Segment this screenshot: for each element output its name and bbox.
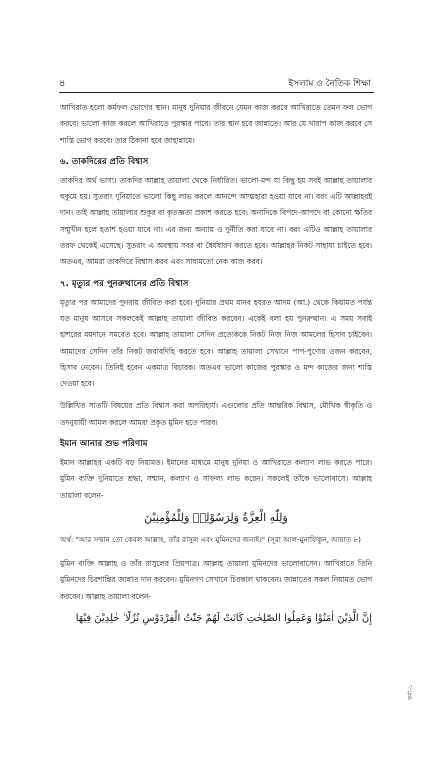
section-paragraph: ইমান আল্লাহর একটি বড় নিয়ামত। ইমানের মাধ্যমে মানুষ দুনিয়া ও আখিরাতে কল্যাণ লাভ করতে পারে। মুমিন ব্যক্তি দুনিয়াতে শ্রদ্ধা, সম্মান, কল্যাণ ও সাফল্য লাভ করেন। সকলেই তাঁকে ভালোবাসে। আল্লাহ তায়ালা বলেন- — [60, 458, 372, 500]
verse-translation: অর্থ: "আর সম্মান তো কেবল আল্লাহ, তাঁর রাসুল এবং মুমিনদের জন্যই।" (সূরা আল-মুনাফিকুন, আয়াত ৮) — [60, 534, 361, 544]
side-margin-note: ফর্মা-১ — [407, 684, 414, 700]
section-paragraph: মৃত্যুর পর আমাদের পুনরায় জীবিত করা হবে। দুনিয়ার প্রথম মানব হযরত আদম (আ.) থেকে কিয়ামত পর্যন্ত যত মানুষ আসবে সকলকেই আল্লাহ তায়ালা জীবিত করবেন। একেই বলা হয় পুনরুত্থান। এ সময় সবাই হাশরের ময়দানে সমবেত হবে। আল্লাহ তায়ালা সেদিন প্রত্যেককে নিকট নিজ নিজ আমলের হিসাব চাইবেন। আমাদের সেদিন তাঁর নিকট জবাবদিহি করতে হবে। আল্লাহ তায়ালা সেখানে পাপ-পুণ্যের ওজন করবেন, হিসাব নেবেন। তিনিই হবেন একমাত্র বিচারক। অতএব ভালো কাজের পুরস্কার ও মন্দ কাজের জন্য শাস্তি দেওয়া হবে। — [60, 297, 372, 389]
section-heading-iman-outcome: ইমান আনার শুভ পরিণাম — [60, 439, 148, 450]
running-header: ইসলাম ও নৈতিক শিক্ষা — [288, 79, 371, 89]
section-heading-taqdir: ৬. তাকদিরের প্রতি বিশ্বাস — [60, 156, 149, 167]
section-paragraph: উল্লিখিত সাতটি বিষয়ের প্রতি বিশ্বাস করা অপরিহার্য। এগুলোর প্রতি আন্তরিক বিশ্বাস, মৌখিক স্বীকৃতি ও তদনুযায়ী আমল করলে আমরা প্রকৃত মুমিন হতে পারব। — [60, 401, 372, 427]
section-paragraph: মুমিন ব্যক্তি আল্লাহ ও তাঁর রাসুলের প্রিয়পাত্র। আল্লাহ তায়ালা মুমিনদের ভালোবাসেন। আখিরাতে তিনি মুমিনদের চিরশান্তির জান্নাত দান করবেন। মুমিনগণ সেখানে চিরকাল থাকবেন। জান্নাতের সকল নিয়ামত ভোগ করবেন। আল্লাহ তায়ালা বলেন- — [60, 558, 372, 601]
quran-verse-arabic: إِنَّ الَّذِيْنَ اٰمَنُوْا وَعَمِلُوا الصّٰلِحٰتِ كَانَتْ لَهُمْ جَنّٰتُ الْفِرْدَوْسِ نُزُلًا ۙ خٰلِدِيْنَ فِيْهَا — [75, 612, 372, 624]
section-heading-resurrection: ৭. মৃত্যুর পর পুনরুত্থানের প্রতি বিশ্বাস — [60, 278, 189, 289]
page-body — [60, 100, 372, 633]
page-number: ৪ — [59, 78, 66, 89]
section-paragraph: তাকদির অর্থ ভাগ্য। তাকদির আল্লাহ তায়ালা থেকে নির্ধারিত। ভালো-মন্দ যা কিছু হয় সবই আল্লাহ তায়ালার হুকুমে হয়। সুতরাং দুনিয়াতে ভালো কিছু লাভ করলে আনন্দে আত্মহারা হওয়া যাবে না। বরং এটি আল্লাহরই দান। তাই আল্লাহ তায়ালার শুকুর বা কৃতজ্ঞতা প্রকাশ করতে হবে। অন্যদিকে বিপদে-আপদে বা কোনো ক্ষতির সম্মুখীন হলে হতাশ হওয়া যাবে না। এর জন্য অন্যায় ও দুর্নীতি করা যাবে না। বরং এটিও আল্লাহ তায়ালার তরফ থেকেই এসেছে। সুতরাং এ অবস্থায় সবর বা ধৈর্যধারণ করতে হবে। আল্লাহর নিকট সাহায্য চাইতে হবে। অতএব, আমরা তাকদিরে বিশ্বাস করব এবং সাধ্যমতো নেক কাজ করব। — [60, 175, 372, 267]
quran-verse-arabic: وَلِلّٰهِ الْعِزَّةُ وَلِرَسُوْلِهٖ وَلِلْمُؤْمِنِيْنَ — [144, 510, 288, 524]
header-rule — [59, 92, 374, 93]
intro-paragraph: আখিরাত হলো কর্মফল ভোগের স্থান। মানুষ দুনিয়ার জীবনে যেমন কাজ করবে আখিরাতে তেমন ফল ভোগ করবে। ভালো কাজ করলে আখিরাতে পুরস্কার পাবে। তার স্থান হবে জান্নাতে। আর যে খারাপ কাজ করবে সে শাস্তি ভোগ করবে। তার ঠিকানা হবে জাহান্নামে। — [60, 103, 372, 145]
